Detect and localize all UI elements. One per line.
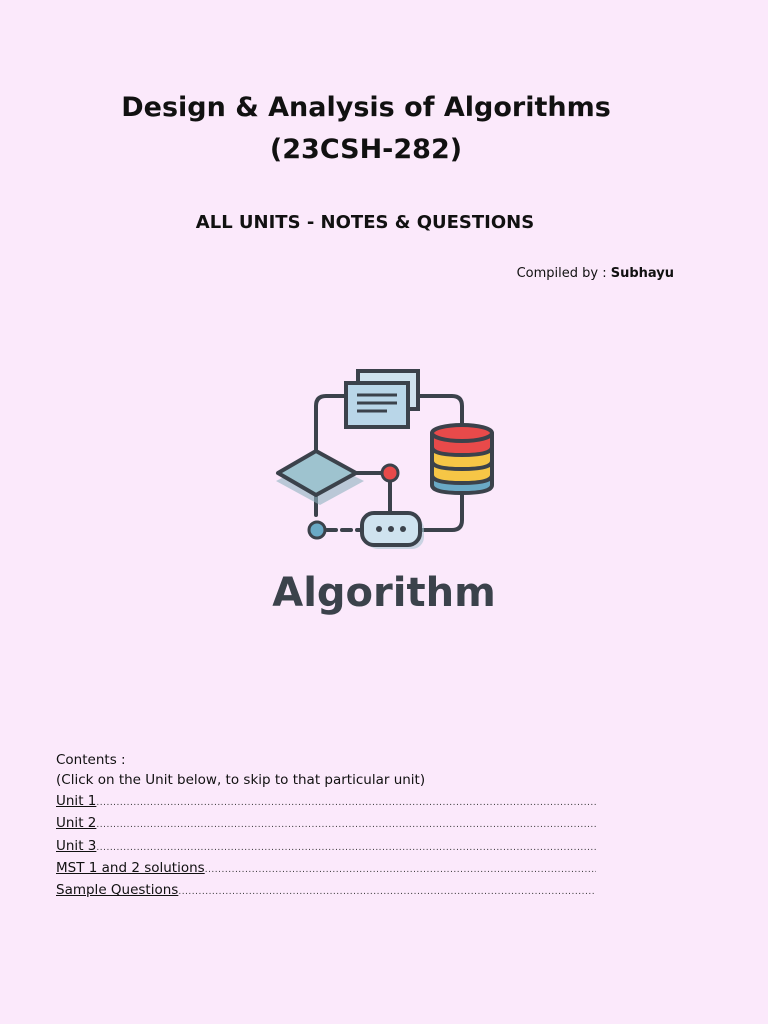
start-dot-icon	[309, 522, 325, 538]
compiled-label: Compiled by :	[516, 266, 607, 281]
table-of-contents	[56, 750, 596, 903]
document-subtitle: ALL UNITS - NOTES & QUESTIONS	[195, 212, 535, 233]
toc-entry-mst-solutions[interactable]	[56, 858, 596, 880]
illustration-caption: Algorithm	[272, 570, 496, 616]
toc-link-unit-1[interactable]: Unit 1	[56, 792, 97, 809]
toc-entry-unit-1[interactable]	[56, 791, 596, 813]
toc-link-unit-3[interactable]: Unit 3	[56, 837, 97, 854]
course-code: (23CSH-282)	[269, 134, 463, 165]
algorithm-illustration	[270, 365, 500, 555]
dot-leader	[96, 793, 596, 813]
contents-heading: Contents :	[56, 752, 126, 768]
toc-entry-unit-3[interactable]	[56, 836, 596, 858]
toc-link-unit-2[interactable]: Unit 2	[56, 815, 97, 832]
compiled-by	[517, 264, 674, 284]
contents-instruction: (Click on the Unit below, to skip to that particular unit)	[56, 772, 426, 789]
document-title: Design & Analysis of Algorithms	[121, 92, 611, 123]
dot-leader	[96, 815, 596, 835]
dot-leader	[205, 860, 596, 880]
toc-entry-unit-2[interactable]	[56, 813, 596, 835]
toc-link-sample-questions[interactable]: Sample Questions	[56, 882, 179, 899]
decision-diamond-icon	[276, 451, 364, 505]
dot-leader	[178, 882, 596, 902]
documents-icon	[346, 371, 418, 427]
connector-dot-icon	[382, 465, 398, 481]
process-node-icon	[362, 513, 424, 549]
dot-leader	[96, 838, 596, 858]
toc-entry-sample-questions[interactable]	[56, 880, 596, 902]
compiler-name: Subhayu	[610, 266, 674, 281]
database-icon	[432, 425, 492, 493]
toc-link-mst-solutions[interactable]: MST 1 and 2 solutions	[56, 860, 205, 877]
